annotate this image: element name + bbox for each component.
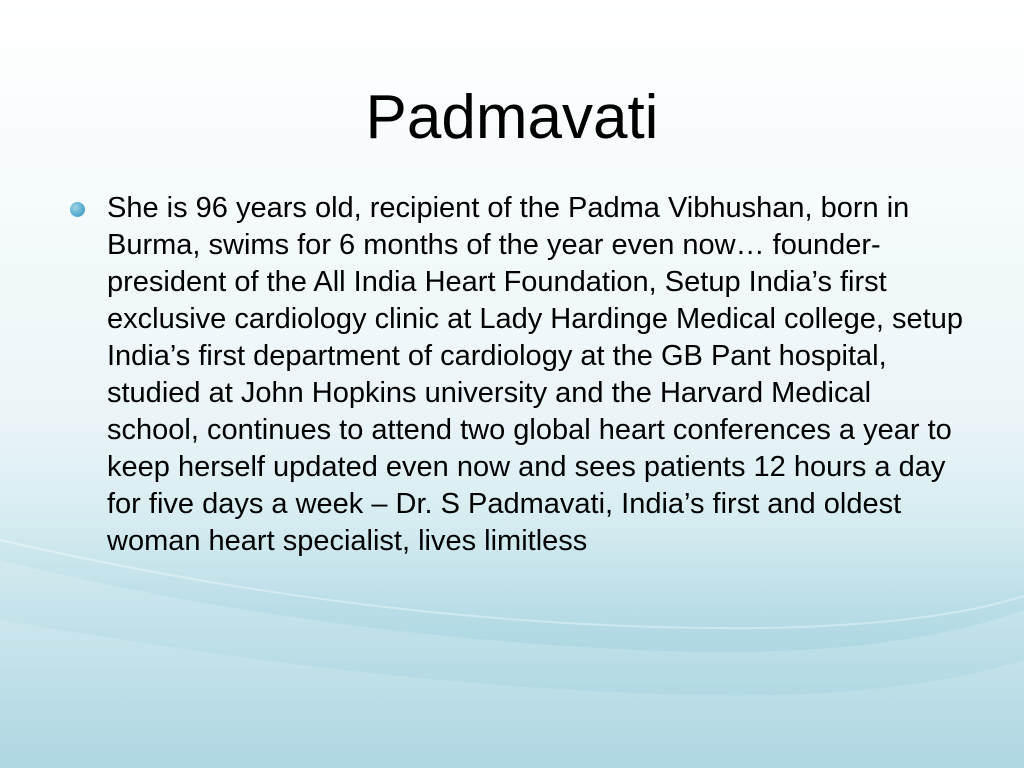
slide-title: Padmavati bbox=[365, 83, 659, 152]
bullet-text: She is 96 years old, recipient of the Padma Vibhushan, born in Burma, swims for 6 months of the year even now… founder-president of the All India Heart Foundation, Setup India’s first exclusive cardiology clinic at Lady Hardinge Medical college, setup India’s first department of cardiology at the GB Pant hospital, studied at John Hopkins university and the Harvard Medical school, continues to attend two global heart conferences a year to keep herself updated even now and sees patients 12 hours a day for five days a week – Dr. S Padmavati, India’s first and oldest woman heart specialist, lives limitless bbox=[107, 192, 963, 557]
bullet-item bbox=[70, 190, 970, 560]
bullet-list bbox=[70, 190, 970, 560]
bullet-dot-icon bbox=[70, 202, 85, 217]
